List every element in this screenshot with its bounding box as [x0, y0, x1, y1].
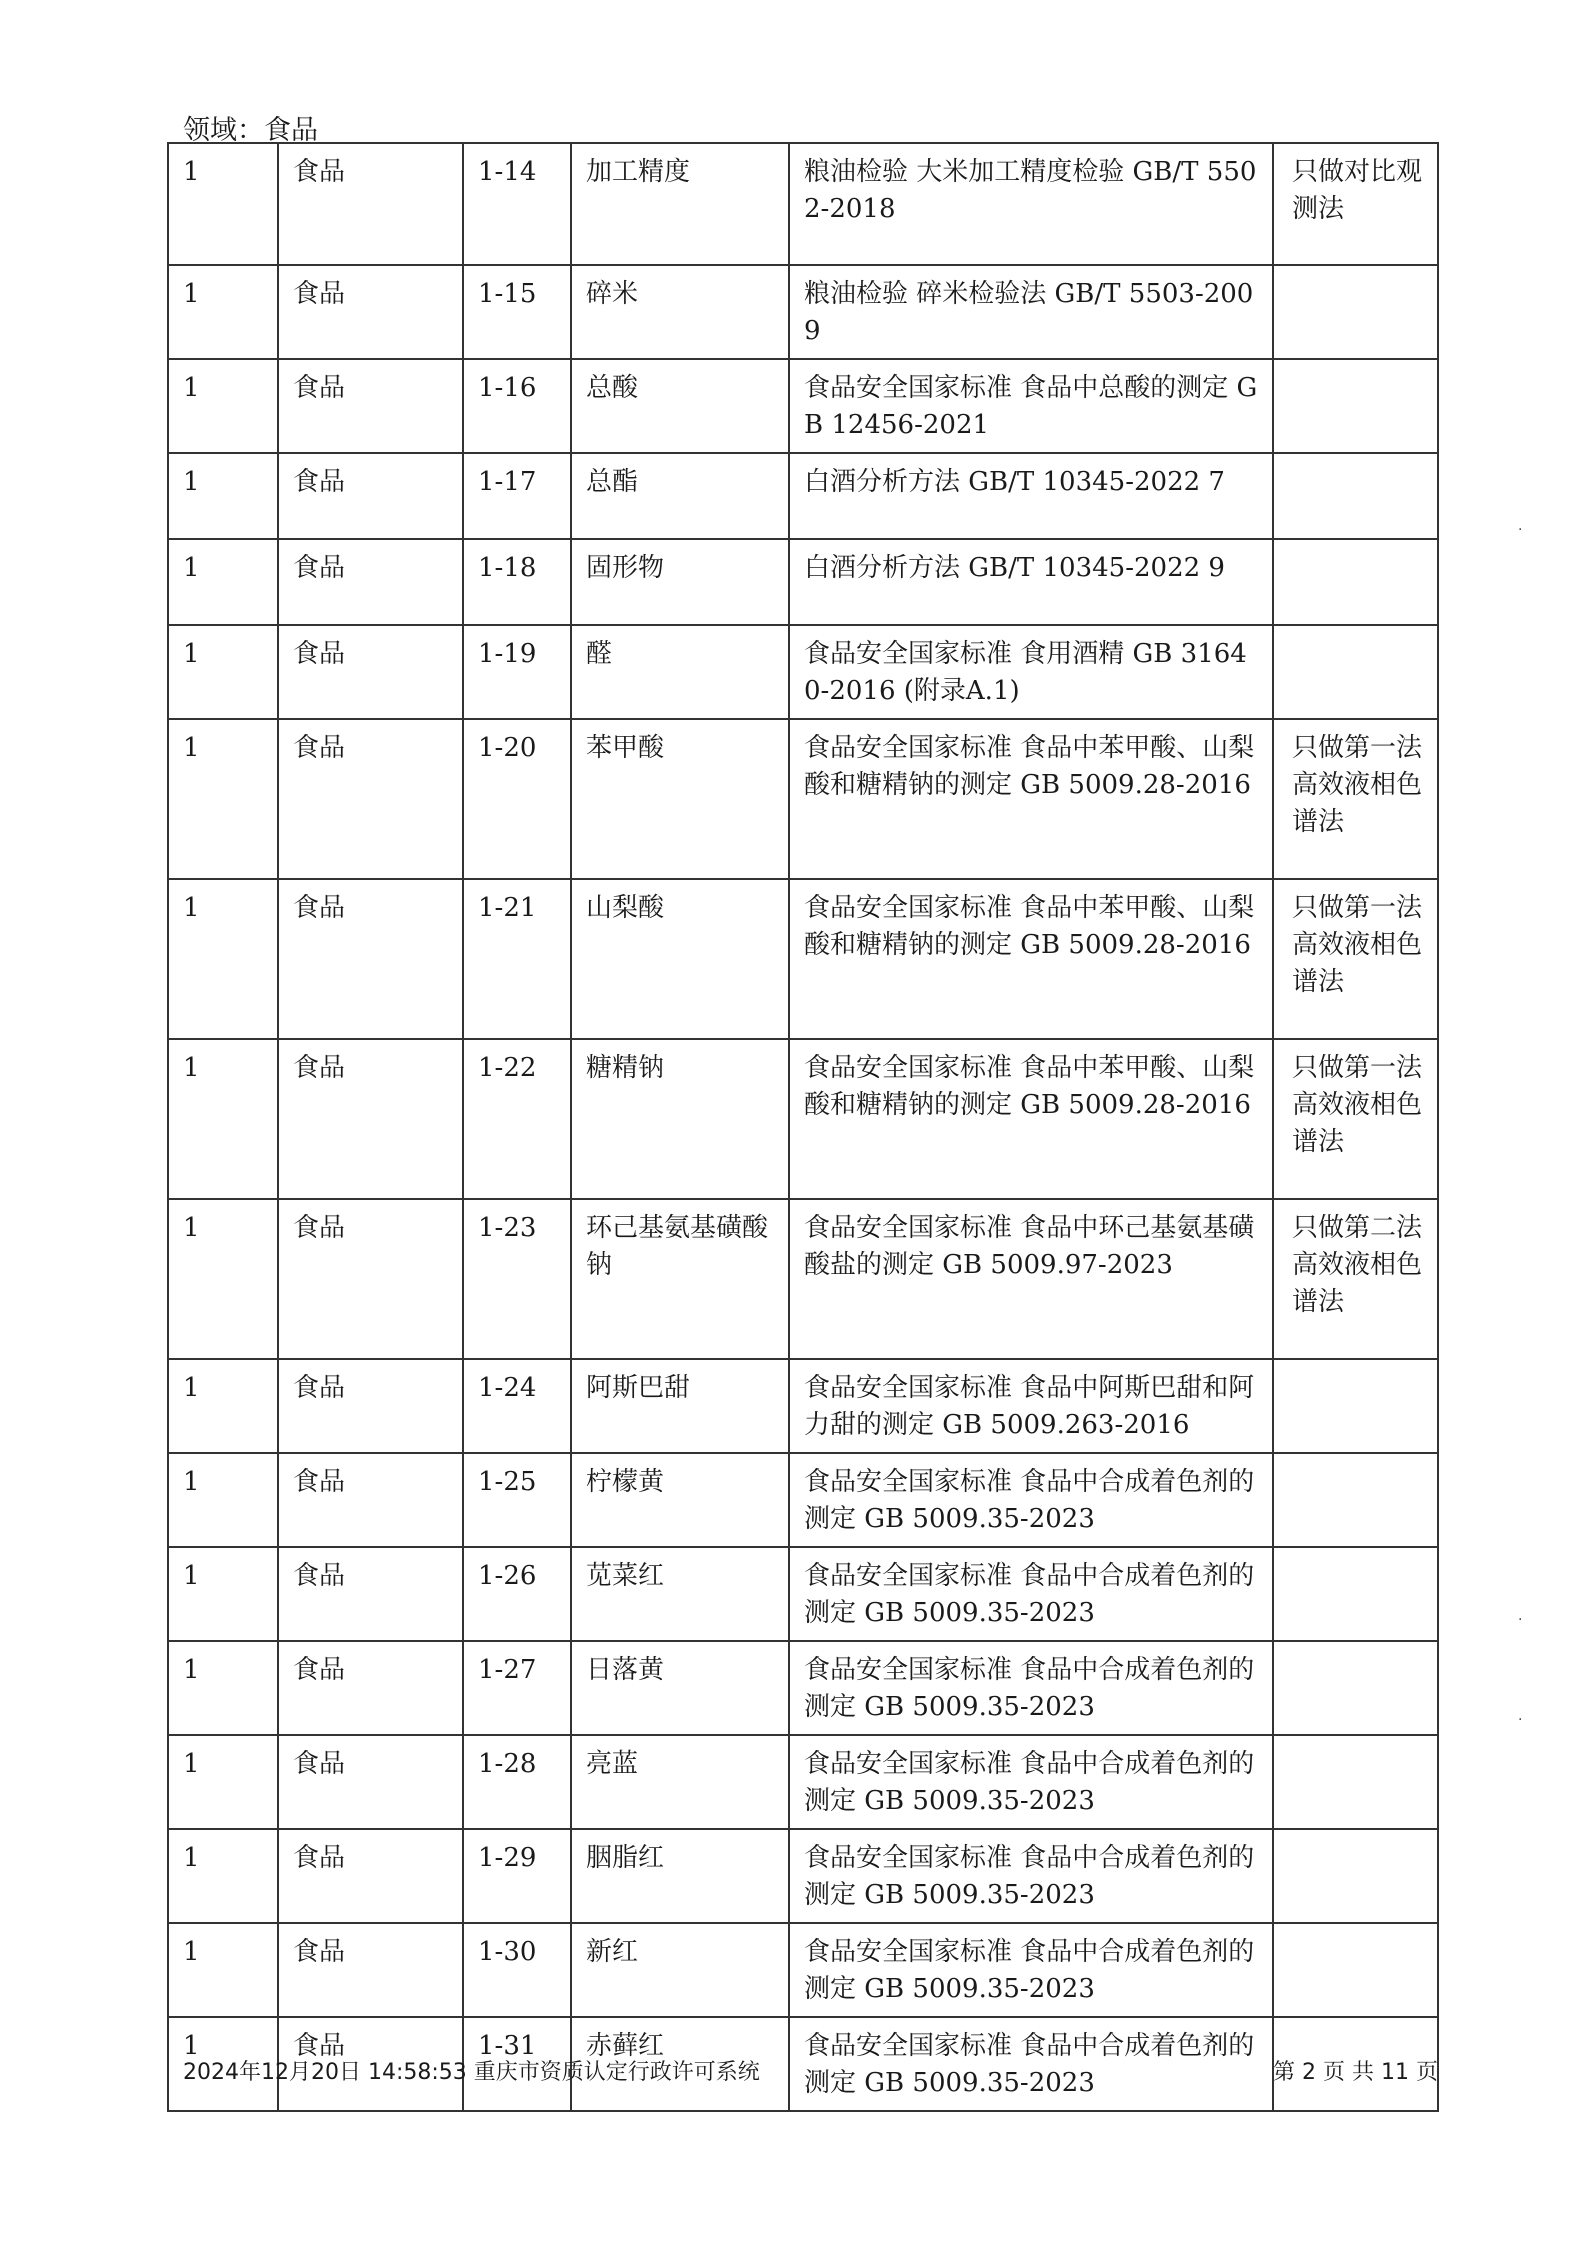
row-note	[1273, 1923, 1438, 2017]
row-seq: 1	[168, 1735, 278, 1829]
scan-mark: ·	[1518, 522, 1523, 538]
row-standard: 食品安全国家标准 食品中阿斯巴甜和阿力甜的测定 GB 5009.263-2016	[789, 1359, 1273, 1453]
table-row	[168, 719, 1438, 879]
row-seq: 1	[168, 1359, 278, 1453]
row-item-id: 1-24	[463, 1359, 571, 1453]
row-seq: 1	[168, 539, 278, 625]
row-standard: 食品安全国家标准 食品中合成着色剂的测定 GB 5009.35-2023	[789, 1453, 1273, 1547]
row-seq: 1	[168, 265, 278, 359]
table-row	[168, 1039, 1438, 1199]
row-category: 食品	[278, 539, 463, 625]
row-item-id: 1-31	[463, 2017, 571, 2111]
row-seq: 1	[168, 1453, 278, 1547]
row-category: 食品	[278, 453, 463, 539]
table-row	[168, 1641, 1438, 1735]
row-seq: 1	[168, 1923, 278, 2017]
row-seq: 1	[168, 143, 278, 265]
row-item-name: 苋菜红	[571, 1547, 789, 1641]
row-item-name: 总酸	[571, 359, 789, 453]
row-item-id: 1-22	[463, 1039, 571, 1199]
row-note: 只做第一法 高效液相色谱法	[1273, 719, 1438, 879]
row-item-name: 柠檬黄	[571, 1453, 789, 1547]
row-standard: 食品安全国家标准 食品中合成着色剂的测定 GB 5009.35-2023	[789, 1735, 1273, 1829]
row-item-name: 固形物	[571, 539, 789, 625]
row-item-id: 1-19	[463, 625, 571, 719]
row-item-id: 1-23	[463, 1199, 571, 1359]
row-note: 只做第一法 高效液相色谱法	[1273, 1039, 1438, 1199]
row-item-name: 山梨酸	[571, 879, 789, 1039]
row-category: 食品	[278, 143, 463, 265]
table-body	[168, 143, 1438, 2111]
row-note	[1273, 1359, 1438, 1453]
row-standard: 食品安全国家标准 食品中总酸的测定 GB 12456-2021	[789, 359, 1273, 453]
row-seq: 1	[168, 359, 278, 453]
row-note: 只做第二法高效液相色谱法	[1273, 1199, 1438, 1359]
table-row	[168, 1923, 1438, 2017]
row-category: 食品	[278, 359, 463, 453]
row-standard: 食品安全国家标准 食品中合成着色剂的测定 GB 5009.35-2023	[789, 2017, 1273, 2111]
row-item-id: 1-18	[463, 539, 571, 625]
row-item-name: 糖精钠	[571, 1039, 789, 1199]
row-standard: 食品安全国家标准 食品中环己基氨基磺酸盐的测定 GB 5009.97-2023	[789, 1199, 1273, 1359]
row-standard: 白酒分析方法 GB/T 10345-2022 9	[789, 539, 1273, 625]
row-item-id: 1-14	[463, 143, 571, 265]
row-category: 食品	[278, 1453, 463, 1547]
row-note	[1273, 265, 1438, 359]
row-category: 食品	[278, 879, 463, 1039]
row-standard: 食品安全国家标准 食品中苯甲酸、山梨酸和糖精钠的测定 GB 5009.28-2016	[789, 879, 1273, 1039]
row-item-name: 亮蓝	[571, 1735, 789, 1829]
row-seq: 1	[168, 453, 278, 539]
table-row	[168, 879, 1438, 1039]
row-note	[1273, 1829, 1438, 1923]
row-standard: 食品安全国家标准 食品中苯甲酸、山梨酸和糖精钠的测定 GB 5009.28-2016	[789, 1039, 1273, 1199]
table-row	[168, 625, 1438, 719]
table-row	[168, 1453, 1438, 1547]
row-item-id: 1-30	[463, 1923, 571, 2017]
scan-mark: ·	[1518, 1712, 1523, 1728]
row-note	[1273, 1641, 1438, 1735]
row-item-name: 环己基氨基磺酸钠	[571, 1199, 789, 1359]
row-standard: 粮油检验 碎米检验法 GB/T 5503-2009	[789, 265, 1273, 359]
row-standard: 粮油检验 大米加工精度检验 GB/T 5502-2018	[789, 143, 1273, 265]
row-item-id: 1-29	[463, 1829, 571, 1923]
row-note	[1273, 539, 1438, 625]
row-category: 食品	[278, 1039, 463, 1199]
row-note	[1273, 1453, 1438, 1547]
row-item-name: 醛	[571, 625, 789, 719]
row-item-name: 碎米	[571, 265, 789, 359]
table-row	[168, 1829, 1438, 1923]
row-category: 食品	[278, 2017, 463, 2111]
footer-page-info: 第 2 页 共 11 页	[1273, 2060, 1438, 2085]
row-standard: 白酒分析方法 GB/T 10345-2022 7	[789, 453, 1273, 539]
table-row	[168, 453, 1438, 539]
table-row	[168, 359, 1438, 453]
row-note	[1273, 625, 1438, 719]
row-item-name: 胭脂红	[571, 1829, 789, 1923]
row-note	[1273, 1735, 1438, 1829]
row-category: 食品	[278, 1359, 463, 1453]
row-standard: 食品安全国家标准 食用酒精 GB 31640-2016 (附录A.1)	[789, 625, 1273, 719]
row-category: 食品	[278, 719, 463, 879]
row-note: 只做第一法 高效液相色谱法	[1273, 879, 1438, 1039]
row-item-name: 苯甲酸	[571, 719, 789, 879]
row-note	[1273, 453, 1438, 539]
scan-mark: ·	[1518, 1612, 1523, 1628]
row-seq: 1	[168, 1039, 278, 1199]
row-standard: 食品安全国家标准 食品中合成着色剂的测定 GB 5009.35-2023	[789, 1829, 1273, 1923]
table-row	[168, 265, 1438, 359]
row-standard: 食品安全国家标准 食品中合成着色剂的测定 GB 5009.35-2023	[789, 1923, 1273, 2017]
row-category: 食品	[278, 1547, 463, 1641]
row-category: 食品	[278, 625, 463, 719]
row-item-id: 1-20	[463, 719, 571, 879]
row-item-id: 1-25	[463, 1453, 571, 1547]
row-item-id: 1-15	[463, 265, 571, 359]
row-item-id: 1-28	[463, 1735, 571, 1829]
row-standard: 食品安全国家标准 食品中苯甲酸、山梨酸和糖精钠的测定 GB 5009.28-2016	[789, 719, 1273, 879]
row-category: 食品	[278, 1735, 463, 1829]
row-note	[1273, 359, 1438, 453]
row-seq: 1	[168, 1199, 278, 1359]
row-seq: 1	[168, 1829, 278, 1923]
table-row	[168, 143, 1438, 265]
row-item-id: 1-26	[463, 1547, 571, 1641]
row-seq: 1	[168, 719, 278, 879]
row-category: 食品	[278, 265, 463, 359]
row-item-id: 1-21	[463, 879, 571, 1039]
row-seq: 1	[168, 2017, 278, 2111]
row-category: 食品	[278, 1199, 463, 1359]
row-seq: 1	[168, 625, 278, 719]
row-item-name: 新红	[571, 1923, 789, 2017]
row-category: 食品	[278, 1641, 463, 1735]
row-seq: 1	[168, 1641, 278, 1735]
footer-timestamp: 2024年12月20日 14:58:53 重庆市资质认定行政许可系统	[183, 2060, 760, 2085]
row-item-id: 1-16	[463, 359, 571, 453]
row-item-name: 加工精度	[571, 143, 789, 265]
row-item-name: 日落黄	[571, 1641, 789, 1735]
table-row	[168, 1359, 1438, 1453]
scope-table	[167, 142, 1439, 2112]
row-seq: 1	[168, 1547, 278, 1641]
row-standard: 食品安全国家标准 食品中合成着色剂的测定 GB 5009.35-2023	[789, 1641, 1273, 1735]
row-item-name: 总酯	[571, 453, 789, 539]
row-note: 只做对比观测法	[1273, 143, 1438, 265]
table-row	[168, 1547, 1438, 1641]
row-seq: 1	[168, 879, 278, 1039]
row-item-id: 1-27	[463, 1641, 571, 1735]
table-row	[168, 1735, 1438, 1829]
row-category: 食品	[278, 1829, 463, 1923]
row-standard: 食品安全国家标准 食品中合成着色剂的测定 GB 5009.35-2023	[789, 1547, 1273, 1641]
table-row	[168, 1199, 1438, 1359]
row-note	[1273, 1547, 1438, 1641]
row-item-id: 1-17	[463, 453, 571, 539]
row-category: 食品	[278, 1923, 463, 2017]
domain-label: 领域：食品	[183, 115, 318, 146]
row-item-name: 阿斯巴甜	[571, 1359, 789, 1453]
table-row	[168, 539, 1438, 625]
row-item-name: 赤藓红	[571, 2017, 789, 2111]
